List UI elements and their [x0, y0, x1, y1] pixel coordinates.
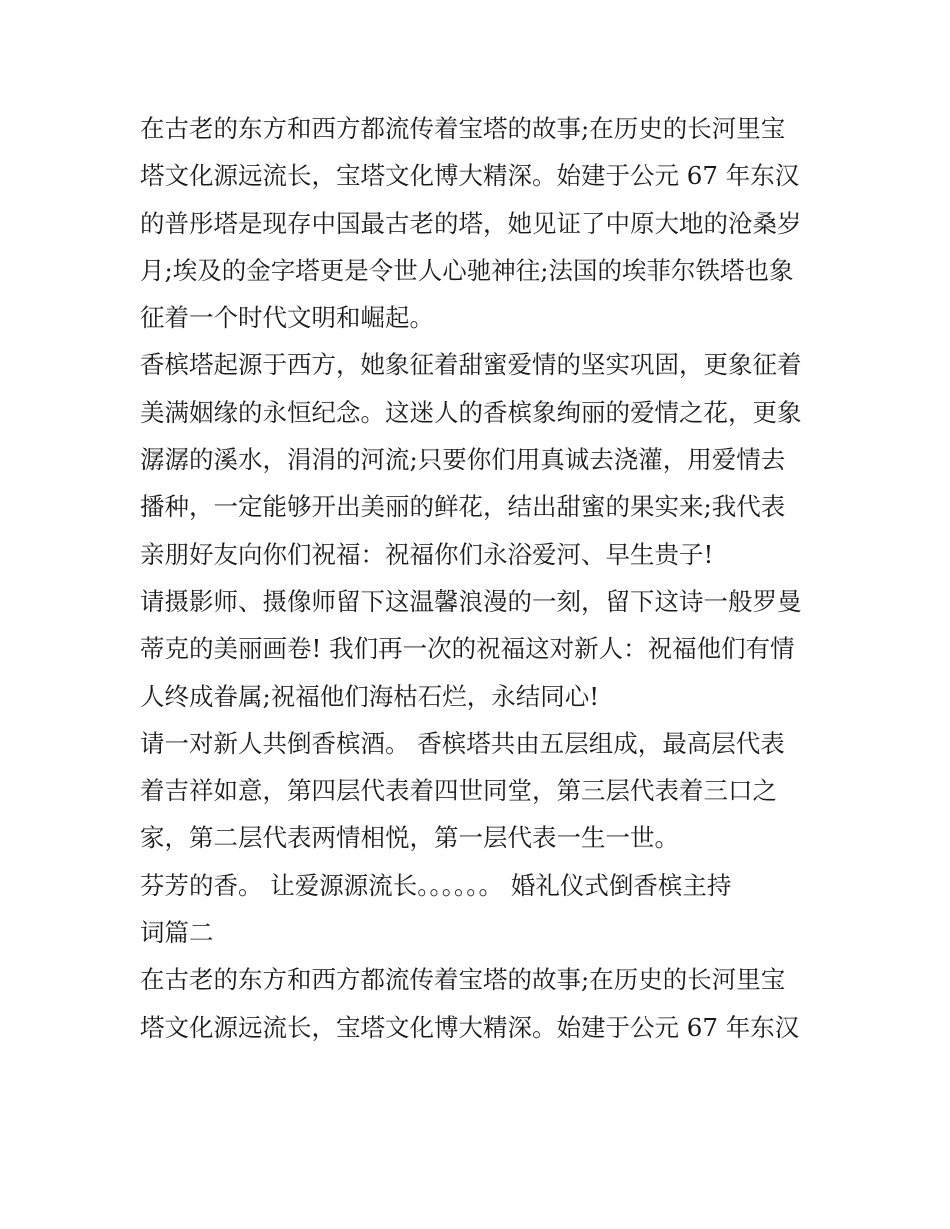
document-body [140, 105, 820, 1051]
text-line: 香槟塔起源于西方，她象征着甜蜜爱情的坚实巩固，更象征着 [140, 350, 802, 380]
text-line: 家，第二层代表两情相悦，第一层代表一生一世。 [140, 823, 679, 853]
text-line: 塔文化源远流长，宝塔文化博大精深。始建于公元 67 年东汉 [140, 1012, 800, 1042]
text-line: 美满姻缘的永恒纪念。这迷人的香槟象绚丽的爱情之花，更象 [140, 397, 802, 427]
text-line: 着吉祥如意，第四层代表着四世同堂，第三层代表着三口之 [140, 776, 777, 806]
text-line: 请一对新人共倒香槟酒。 香槟塔共由五层组成，最高层代表 [140, 728, 785, 758]
text-line: 词篇二 [140, 918, 214, 948]
text-line: 芬芳的香。 让爱源源流长。。。。。。 婚礼仪式倒香槟主持 [140, 870, 732, 900]
text-line: 亲朋好友向你们祝福：祝福你们永浴爱河、早生贵子! [140, 539, 714, 569]
text-line: 征着一个时代文明和崛起。 [140, 303, 434, 333]
text-line: 塔文化源远流长，宝塔文化博大精深。始建于公元 67 年东汉 [140, 161, 800, 191]
text-line: 在古老的东方和西方都流传着宝塔的故事;在历史的长河里宝 [140, 965, 786, 995]
text-line: 人终成眷属;祝福他们海枯石烂，永结同心! [140, 681, 600, 711]
text-line: 月;埃及的金字塔更是令世人心驰神往;法国的埃菲尔铁塔也象 [140, 255, 794, 285]
text-line: 在古老的东方和西方都流传着宝塔的故事;在历史的长河里宝 [140, 114, 786, 143]
text-line: 请摄影师、摄像师留下这温馨浪漫的一刻，留下这诗一般罗曼 [140, 586, 802, 616]
text-line: 的普彤塔是现存中国最古老的塔，她见证了中原大地的沧桑岁 [140, 208, 802, 238]
text-line: 播种，一定能够开出美丽的鲜花，结出甜蜜的果实来;我代表 [140, 492, 786, 522]
text-line: 潺潺的溪水，涓涓的河流;只要你们用真诚去浇灌，用爱情去 [140, 445, 786, 475]
text-line: 蒂克的美丽画卷! 我们再一次的祝福这对新人：祝福他们有情 [140, 634, 795, 664]
